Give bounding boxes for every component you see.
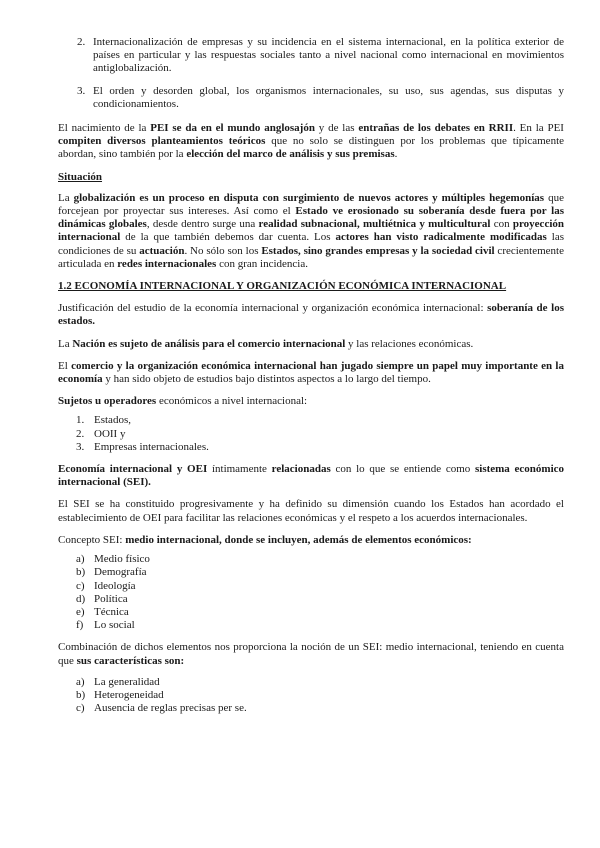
situacion-heading: Situación xyxy=(58,170,103,183)
paragraph-combinacion: Combinación de dichos elementos nos proporciona la noción de un SEI: medio internacional, teniendo en cuenta que sus características son: xyxy=(58,641,564,667)
paragraph-pei-origin: El nacimiento de la PEI se da en el mundo anglosajón y de las entrañas de los debates en RRII. En la PEI compiten diversos planteamientos teóricos que no solo se distinguen por los problemas que típicamente abordan, sino también por la elección del marco de análisis y sus premisas. xyxy=(58,122,565,161)
document-page xyxy=(58,36,564,715)
paragraph-justificacion: Justificación del estudio de la economía internacional y organización económica internacional: soberanía de los estados. xyxy=(58,302,564,328)
section-heading: 1.2 ECONOMÍA INTERNACIONAL Y ORGANIZACIÓN ECONÓMICA INTERNACIONAL xyxy=(58,280,507,293)
list-item: a) La generalidad xyxy=(76,675,160,688)
list-item: 3. El orden y desorden global, los organismos internacionales, su uso, sus agendas, sus disputas y condicionamientos. xyxy=(77,84,564,110)
caracteristicas-list xyxy=(58,676,564,716)
list-item: e) Técnica xyxy=(76,605,129,618)
list-item: f) Lo social xyxy=(76,619,135,632)
paragraph-oei: Economía internacional y OEI íntimamente relacionadas con lo que se entiende como sistema económico internacional (SEI). xyxy=(58,463,565,489)
list-item: a) Medio físico xyxy=(76,553,150,566)
list-item: 2. OOII y xyxy=(76,427,126,440)
list-item: 1. Estados, xyxy=(76,414,131,427)
sujetos-list xyxy=(58,414,564,454)
paragraph-sujetos: Sujetos u operadores económicos a nivel internacional: xyxy=(58,395,308,408)
medio-list xyxy=(58,553,564,632)
list-item: b) Heterogeneidad xyxy=(76,688,164,701)
list-item: 2. Internacionalización de empresas y su incidencia en el sistema internacional, en la política exterior de países en particular y las respuestas sociales tanto a nivel nacional como internacional en movimientos antiglobalización. xyxy=(77,36,564,75)
list-item: b) Demografía xyxy=(76,566,147,579)
list-item: d) Política xyxy=(76,592,128,605)
list-item: 3. Empresas internacionales. xyxy=(76,440,209,453)
paragraph-globalizacion: La globalización es un proceso en disputa con surgimiento de nuevos actores y múltiples hegemonías que forcejean por proyectar sus intereses. Así como el Estado ve erosionado su soberanía desde fuera por las dinámicas globales, desde dentro surge una realidad subnacional, multiétnica y multicultural con proyección internacional de la que también debemos dar cuenta. Los actores han visto radicalmente modificadas las condiciones de su actuación. No sólo son los Estados, sino grandes empresas y la sociedad civil crecientemente articulada en redes internacionales con gran incidencia. xyxy=(58,191,565,270)
paragraph-nacion: La Nación es sujeto de análisis para el comercio internacional y las relaciones económicas. xyxy=(58,337,474,350)
list-item: c) Ausencia de reglas precisas per se. xyxy=(76,702,247,715)
paragraph-comercio: El comercio y la organización económica internacional han jugado siempre un papel muy importante en la economía y han sido objeto de estudios bajo distintos aspectos a lo largo del tiempo. xyxy=(58,359,564,386)
paragraph-concepto-sei: Concepto SEI: medio internacional, donde se incluyen, además de elementos económicos: xyxy=(58,533,472,546)
paragraph-sei: El SEI se ha constituido progresivamente y ha definido su dimensión cuando los Estados han acordado el establecimiento de OEI para facilitar las relaciones económicas y el respeto a los acuerdos internacionales. xyxy=(58,498,564,524)
list-item: c) Ideología xyxy=(76,579,136,592)
intro-numbered-list xyxy=(58,36,564,111)
